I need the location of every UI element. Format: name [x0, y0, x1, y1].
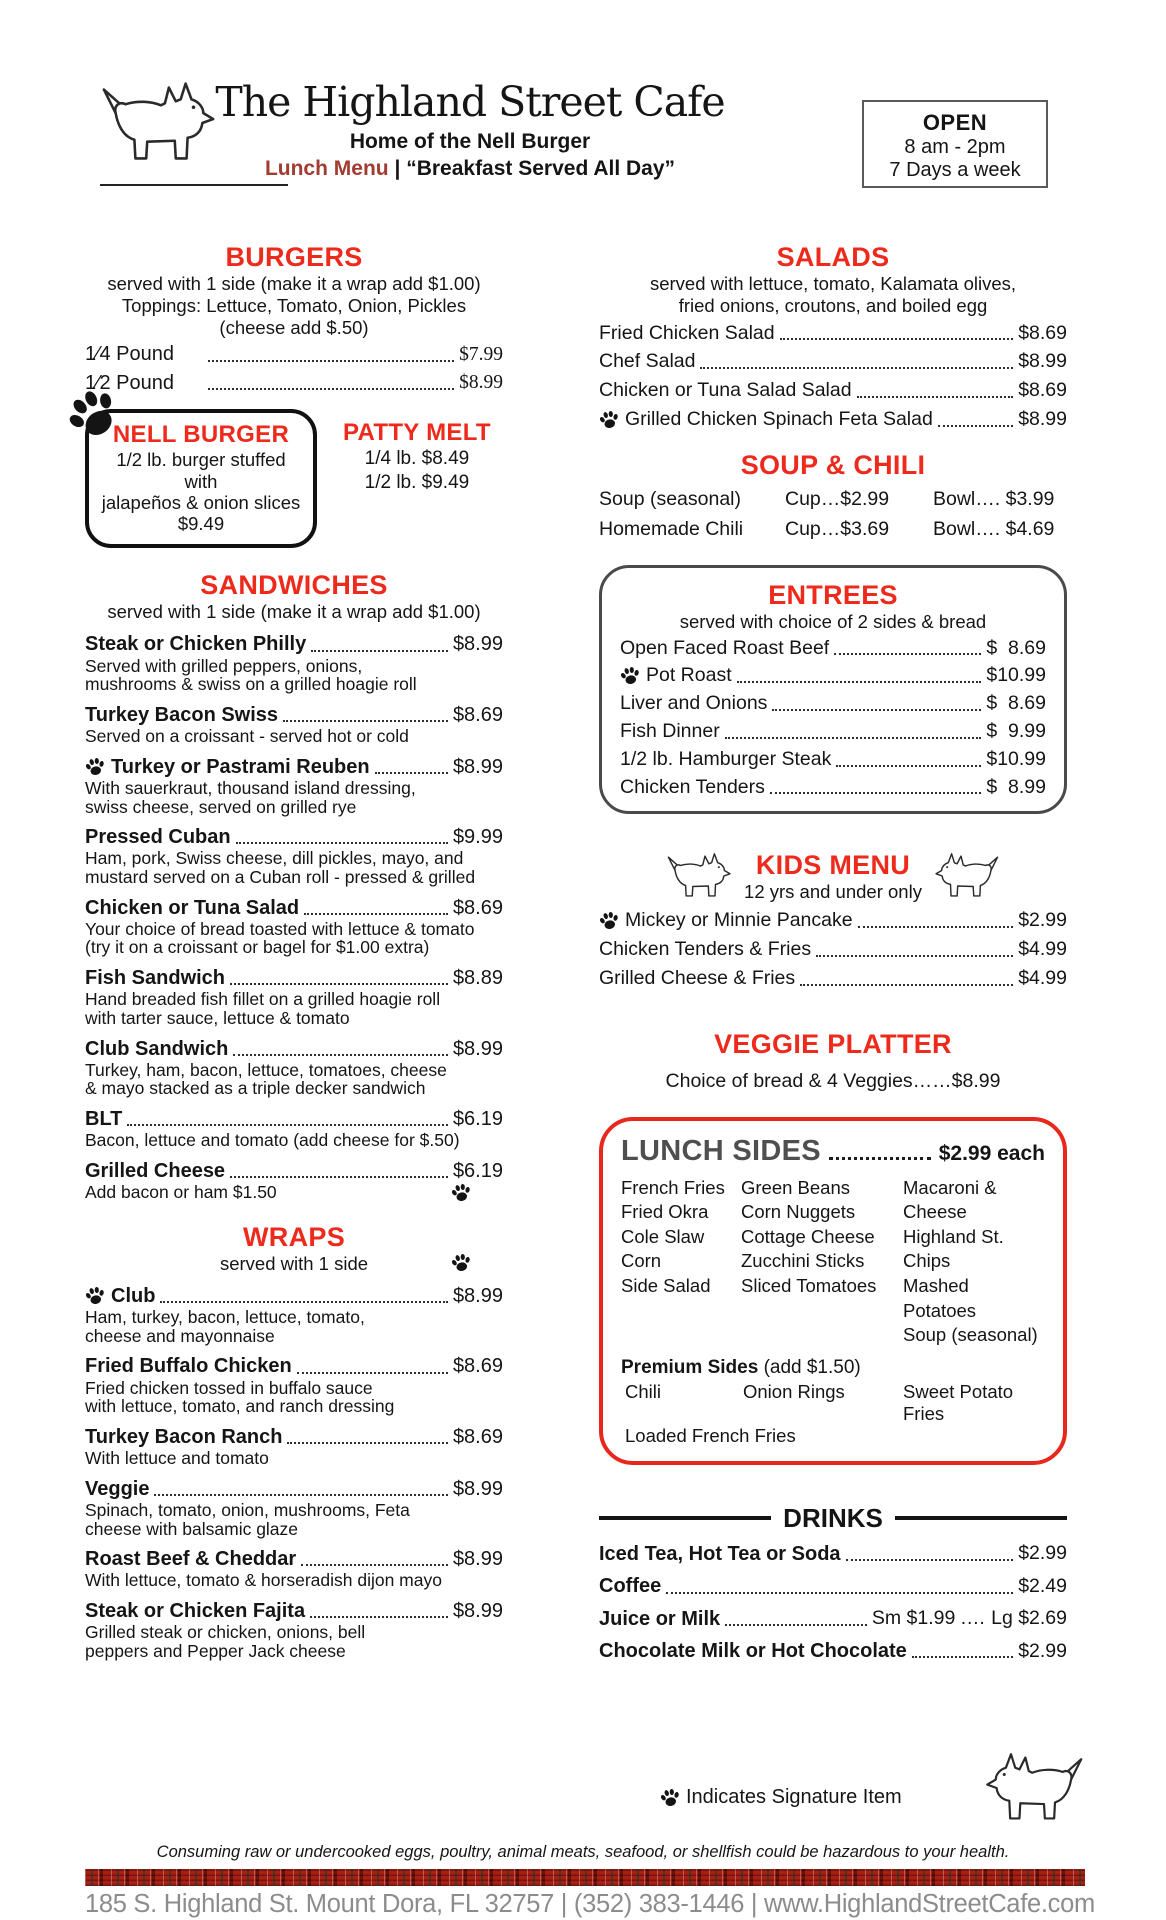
- side-item: Cottage Cheese: [741, 1225, 875, 1247]
- rule-line: [599, 1516, 771, 1520]
- open-hours-box: [862, 100, 1048, 188]
- item-name: Iced Tea, Hot Tea or Soda: [599, 1542, 841, 1565]
- item-name: Fried Buffalo Chicken: [85, 1355, 292, 1378]
- dot-leader: [834, 653, 981, 655]
- note-text: served with 1 side: [219, 1252, 369, 1274]
- item-price: $8.99: [452, 1477, 503, 1500]
- section-note: fried onions, croutons, and boiled egg: [678, 294, 988, 316]
- item-name: 1⁄2 Pound: [85, 371, 174, 394]
- patty-price: 1/4 lb. $8.49: [364, 448, 470, 470]
- item-desc: With sauerkraut, thousand island dressing,: [85, 777, 416, 798]
- item-price: $8.99: [459, 372, 503, 394]
- sides-column: [903, 1176, 1045, 1348]
- item-price: $8.69: [452, 703, 503, 726]
- menu-item: [85, 632, 503, 693]
- premium-sides-row: [621, 1381, 1045, 1425]
- side-item: Chili: [625, 1380, 661, 1402]
- menu-item: [85, 1037, 503, 1098]
- item-price: $4.99: [1018, 966, 1067, 989]
- side-item: Mashed Potatoes: [903, 1275, 977, 1321]
- nell-patty-row: [85, 409, 503, 548]
- cup-price: Cup…$2.99: [785, 487, 890, 510]
- nell-burger-title: NELL BURGER: [112, 421, 290, 449]
- section-title: VEGGIE PLATTER: [714, 1028, 952, 1059]
- item-price: $8.69: [452, 1425, 503, 1448]
- dot-leader: [666, 1592, 1013, 1594]
- item-price: $2.49: [1018, 1574, 1067, 1597]
- scottie-dog-icon: [664, 848, 736, 904]
- menu-row: [599, 518, 1067, 541]
- item-name: Chicken or Tuna Salad Salad: [599, 379, 852, 402]
- kids-menu-header: [599, 848, 1067, 904]
- dot-leader: [297, 1372, 448, 1374]
- signature-item-note: [660, 1786, 902, 1809]
- item-desc: Turkey, ham, bacon, lettuce, tomatoes, cheese: [85, 1059, 447, 1080]
- section-wraps: [85, 1222, 503, 1661]
- item-desc: With lettuce, tomato & horseradish dijon mayo: [85, 1570, 442, 1591]
- section-title: KIDS MENU: [755, 849, 911, 880]
- signature-note-text: Indicates Signature Item: [686, 1786, 902, 1808]
- section-note: served with lettuce, tomato, Kalamata olives,: [649, 273, 1017, 294]
- section-note: 12 yrs and under only: [744, 880, 922, 902]
- item-desc: [85, 1183, 503, 1202]
- section-title: BURGERS: [225, 242, 363, 272]
- section-title: SANDWICHES: [200, 570, 388, 601]
- item-price: $10.99: [986, 664, 1046, 687]
- menu-row: [599, 408, 1067, 432]
- section-note: [85, 1253, 503, 1275]
- item-desc: Spinach, tomato, onion, mushrooms, Feta: [85, 1500, 410, 1520]
- dot-leader: [737, 681, 982, 683]
- menu-row: [620, 637, 1046, 661]
- item-desc: cheese with balsamic glaze: [85, 1518, 299, 1539]
- address-line: 185 S. Highland St. Mount Dora, FL 32757 | (352) 383-1446 | www.HighlandStreetCafe.com: [85, 1890, 1095, 1918]
- item-price: $8.99: [452, 633, 503, 656]
- item-price: $10.99: [986, 747, 1046, 770]
- item-price: $8.69: [1018, 321, 1067, 344]
- item-price: $ 9.99: [986, 719, 1046, 742]
- section-soup-chili: [599, 450, 1067, 541]
- item-desc: (try it on a croissant or bagel for $1.00 extra): [85, 937, 430, 958]
- menu-item: [85, 896, 503, 957]
- sides-column: [741, 1176, 903, 1348]
- menu-row: [599, 1574, 1067, 1598]
- section-veggie-platter: [599, 1029, 1067, 1093]
- rule-line: [895, 1516, 1067, 1520]
- section-title: LUNCH SIDES: [621, 1134, 821, 1167]
- item-price: $2.99: [1018, 1542, 1067, 1565]
- separator: |: [394, 157, 401, 180]
- menu-row: [599, 1542, 1067, 1566]
- paw-icon: [597, 909, 621, 933]
- dot-leader: [846, 1559, 1014, 1561]
- dot-leader: [311, 650, 448, 652]
- dot-leader: [829, 1157, 931, 1160]
- menu-item: [85, 1107, 503, 1150]
- item-desc: cheese and mayonnaise: [85, 1325, 275, 1346]
- section-title: DRINKS: [783, 1502, 883, 1533]
- scottie-dog-icon: [930, 848, 1002, 904]
- left-column: [85, 208, 503, 1663]
- item-price: $8.69: [1018, 379, 1067, 402]
- tartan-stripe: [85, 1869, 1085, 1886]
- item-name: Turkey Bacon Ranch: [85, 1425, 283, 1448]
- item-name: Fish Dinner: [620, 719, 720, 742]
- item-name: Club: [111, 1284, 156, 1307]
- item-price: $6.19: [452, 1108, 503, 1130]
- dot-leader: [938, 425, 1013, 427]
- open-days: 7 Days a week: [889, 159, 1021, 181]
- item-price: $8.99: [1018, 350, 1067, 373]
- side-item: Macaroni & Cheese: [903, 1176, 997, 1223]
- side-item: Zucchini Sticks: [741, 1250, 865, 1272]
- item-name: Turkey or Pastrami Reuben: [111, 755, 370, 778]
- scottie-dog-icon: [978, 1738, 1088, 1838]
- item-desc: Your choice of bread toasted with lettuce & tomato: [85, 918, 475, 939]
- menu-row: [599, 488, 1067, 511]
- item-desc: with tarter sauce, lettuce & tomato: [85, 1007, 350, 1028]
- menu-row: [599, 1607, 1067, 1631]
- item-desc: Ham, turkey, bacon, lettuce, tomato,: [85, 1307, 365, 1328]
- item-desc: with lettuce, tomato, and ranch dressing: [85, 1396, 395, 1417]
- item-name: Club Sandwich: [85, 1037, 229, 1060]
- item-name: Chicken Tenders & Fries: [599, 938, 812, 961]
- item-price: $2.99: [1018, 909, 1067, 932]
- item-desc: Grilled steak or chicken, onions, bell: [85, 1622, 366, 1643]
- item-name: Open Faced Roast Beef: [620, 636, 830, 659]
- dot-leader: [912, 1656, 1013, 1658]
- section-drinks: [599, 1503, 1067, 1664]
- nell-price: $9.49: [177, 513, 225, 535]
- item-name: 1⁄4 Pound: [85, 343, 174, 366]
- item-price: Sm $1.99 .… Lg $2.69: [871, 1607, 1067, 1630]
- section-note: served with choice of 2 sides & bread: [679, 610, 987, 632]
- side-item: Fried Okra: [621, 1201, 709, 1223]
- paw-icon: [597, 408, 621, 432]
- dot-leader: [287, 1442, 447, 1444]
- item-name: Pot Roast: [646, 664, 732, 687]
- side-item: Side Salad: [621, 1275, 711, 1297]
- open-hours: 8 am - 2pm: [904, 136, 1006, 158]
- item-name: Liver and Onions: [620, 692, 768, 715]
- menu-row: [599, 909, 1067, 933]
- menu-row: [620, 776, 1046, 800]
- bowl-price: Bowl…. $4.69: [933, 517, 1055, 540]
- drinks-header: [599, 1503, 1067, 1534]
- side-item: Green Beans: [741, 1176, 851, 1198]
- premium-sides-note: (add $1.50): [763, 1356, 861, 1378]
- nell-desc: jalapeños & onion slices: [101, 491, 301, 513]
- menu-row: [620, 692, 1046, 716]
- menu-row: [599, 1639, 1067, 1663]
- item-desc: Hand breaded fish fillet on a grilled hoagie roll: [85, 989, 441, 1010]
- right-column: [599, 208, 1067, 1663]
- dot-leader: [160, 1301, 448, 1303]
- menu-row: [85, 371, 503, 395]
- item-price: $8.99: [1018, 408, 1067, 430]
- section-sandwiches: [85, 570, 503, 1202]
- page-title: The Highland Street Cafe: [215, 78, 725, 126]
- menu-row: [599, 379, 1067, 403]
- dot-leader: [816, 955, 1013, 957]
- dot-leader: [208, 388, 454, 390]
- patty-melt-block: [343, 409, 491, 495]
- side-item: Loaded French Fries: [625, 1424, 796, 1446]
- side-item: Highland St. Chips: [903, 1225, 1004, 1272]
- item-price: $ 8.99: [986, 775, 1046, 798]
- side-item: Cole Slaw: [621, 1225, 705, 1247]
- subtitle: Home of the Nell Burger: [349, 130, 591, 153]
- paw-icon: [658, 1786, 682, 1810]
- menu-row: [620, 664, 1046, 688]
- menu-item: [85, 966, 503, 1027]
- item-name: Fried Chicken Salad: [599, 321, 775, 344]
- item-price: $8.99: [452, 1284, 503, 1307]
- item-name: Veggie: [85, 1477, 150, 1500]
- item-desc: peppers and Pepper Jack cheese: [85, 1640, 346, 1661]
- dot-leader: [208, 360, 454, 362]
- dot-leader: [375, 772, 448, 774]
- item-name: Fish Sandwich: [85, 967, 226, 990]
- item-price: $8.99: [452, 1548, 503, 1571]
- menu-item: [85, 1284, 503, 1345]
- section-title: SALADS: [776, 242, 890, 272]
- section-lunch-sides-box: [599, 1117, 1067, 1465]
- dot-leader: [858, 926, 1014, 928]
- dot-leader: [236, 842, 448, 844]
- ground-line: [100, 184, 288, 186]
- premium-sides-label: Premium Sides: [621, 1356, 759, 1378]
- paw-icon: [618, 664, 642, 688]
- open-label: OPEN: [922, 110, 988, 135]
- menu-row: [620, 748, 1046, 772]
- item-desc: Served on a croissant - served hot or cold: [85, 726, 409, 747]
- lunch-sides-header: [621, 1135, 1045, 1168]
- paw-icon: [83, 1284, 107, 1308]
- dot-leader: [283, 720, 448, 722]
- dot-leader: [800, 984, 1013, 986]
- menu-item: [85, 1547, 503, 1590]
- menu-row: [599, 322, 1067, 346]
- lunch-menu-label: Lunch Menu: [264, 157, 389, 180]
- item-desc: Fried chicken tossed in buffalo sauce: [85, 1377, 373, 1398]
- nell-desc: 1/2 lb. burger stuffed with: [116, 449, 286, 492]
- menu-tagline-line: [190, 157, 750, 181]
- item-desc: Bacon, lettuce and tomato (add cheese for $.50): [85, 1130, 460, 1151]
- dot-leader: [725, 737, 982, 739]
- menu-row: [85, 342, 503, 366]
- dot-leader: [154, 1494, 447, 1496]
- paw-icon: [449, 1181, 473, 1205]
- dot-leader: [700, 367, 1013, 369]
- menu-item: [85, 703, 503, 746]
- item-name: Roast Beef & Cheddar: [85, 1548, 297, 1571]
- section-entrees-box: [599, 565, 1067, 815]
- menu-row: [599, 350, 1067, 374]
- menu-item: [85, 1477, 503, 1538]
- section-title: WRAPS: [243, 1221, 345, 1252]
- dot-leader: [304, 913, 448, 915]
- menu-row: [599, 938, 1067, 962]
- dot-leader: [233, 1054, 448, 1056]
- patty-melt-title: PATTY MELT: [343, 419, 491, 447]
- sides-column: [621, 1176, 741, 1348]
- dot-leader: [772, 709, 981, 711]
- item-name: 1/2 lb. Hamburger Steak: [620, 747, 832, 770]
- health-disclaimer: Consuming raw or undercooked eggs, poultry, animal meats, seafood, or shellfish could be hazardous to your health.: [156, 1843, 1010, 1861]
- item-desc: mustard served on a Cuban roll - pressed & grilled: [85, 867, 476, 887]
- item-desc: & mayo stacked as a triple decker sandwich: [85, 1078, 426, 1099]
- side-item: Corn Nuggets: [741, 1201, 856, 1223]
- item-desc: Served with grilled peppers, onions,: [85, 655, 363, 676]
- section-salads: [599, 242, 1067, 432]
- breakfast-tagline: “Breakfast Served All Day”: [406, 157, 676, 180]
- section-kids-menu: [599, 848, 1067, 990]
- menu-item: [85, 825, 503, 886]
- dot-leader: [127, 1124, 448, 1126]
- item-price: $7.99: [459, 344, 503, 366]
- dot-leader: [836, 765, 981, 767]
- side-item: Corn: [621, 1250, 662, 1272]
- dot-leader: [857, 396, 1014, 398]
- menu-columns: [0, 208, 1166, 1663]
- item-price: $8.99: [452, 1600, 503, 1623]
- dot-leader: [770, 792, 981, 794]
- item-desc-text: Add bacon or ham $1.50: [85, 1182, 277, 1203]
- item-name: Juice or Milk: [599, 1607, 721, 1630]
- item-price: $6.19: [452, 1159, 503, 1182]
- title-block: [190, 78, 750, 181]
- side-item: French Fries: [621, 1176, 725, 1198]
- dot-leader: [780, 338, 1014, 340]
- paw-icon: [449, 1251, 473, 1275]
- item-price: $9.99: [452, 826, 503, 849]
- item-desc: Ham, pork, Swiss cheese, dill pickles, mayo, and: [85, 848, 464, 869]
- dot-leader: [310, 1616, 448, 1618]
- side-item: Soup (seasonal): [903, 1324, 1038, 1346]
- item-name: Steak or Chicken Fajita: [85, 1600, 306, 1623]
- item-name: Grilled Chicken Spinach Feta Salad: [625, 408, 933, 430]
- section-burgers: [85, 242, 503, 395]
- menu-item: [85, 1159, 503, 1202]
- section-title: SOUP & CHILI: [740, 449, 926, 480]
- section-note: Toppings: Lettuce, Tomato, Onion, Pickles: [121, 294, 467, 316]
- item-name: BLT: [85, 1108, 123, 1130]
- dot-leader: [230, 983, 448, 985]
- item-price: $ 8.69: [986, 692, 1046, 715]
- item-name: Chef Salad: [599, 350, 696, 373]
- section-title: ENTREES: [768, 579, 898, 610]
- item-name: Steak or Chicken Philly: [85, 633, 307, 656]
- item-name: Homemade Chili: [599, 517, 744, 540]
- section-note: (cheese add $.50): [219, 316, 369, 338]
- menu-item: [85, 755, 503, 816]
- bowl-price: Bowl…. $3.99: [933, 487, 1055, 510]
- item-desc: With lettuce and tomato: [85, 1448, 269, 1469]
- section-note: served with 1 side (make it a wrap add $1.00): [107, 601, 481, 623]
- item-name: Chicken Tenders: [620, 775, 765, 798]
- item-price: $8.89: [452, 967, 503, 990]
- item-price: $8.69: [452, 896, 503, 919]
- menu-row: [620, 720, 1046, 744]
- item-name: Pressed Cuban: [85, 826, 231, 849]
- cup-price: Cup…$3.69: [785, 517, 890, 540]
- side-item: Sliced Tomatoes: [741, 1275, 877, 1297]
- item-name: Soup (seasonal): [599, 487, 742, 510]
- header: [0, 0, 1166, 208]
- sides-price: $2.99 each: [938, 1141, 1045, 1165]
- premium-sides-label-row: [621, 1357, 1045, 1379]
- side-item: Sweet Potato Fries: [903, 1380, 1014, 1424]
- side-item: Onion Rings: [743, 1380, 845, 1402]
- item-price: $8.99: [452, 1037, 503, 1060]
- item-name: Grilled Cheese & Fries: [599, 966, 796, 989]
- dot-leader: [301, 1564, 448, 1566]
- menu-item: [85, 1599, 503, 1660]
- patty-price: 1/2 lb. $9.49: [364, 472, 470, 494]
- item-desc: swiss cheese, served on grilled rye: [85, 796, 357, 817]
- item-name: Coffee: [599, 1575, 662, 1598]
- item-price: $8.69: [452, 1355, 503, 1378]
- section-note: served with 1 side (make it a wrap add $1.00): [107, 273, 481, 294]
- menu-item: [85, 1354, 503, 1415]
- item-name: Turkey Bacon Swiss: [85, 703, 279, 726]
- item-name: Chicken or Tuna Salad: [85, 896, 300, 919]
- item-price: $4.99: [1018, 938, 1067, 961]
- veggie-platter-line: Choice of bread & 4 Veggies……$8.99: [665, 1069, 1001, 1092]
- item-desc: mushrooms & swiss on a grilled hoagie roll: [85, 674, 417, 695]
- dot-leader: [725, 1624, 867, 1626]
- sides-grid: [621, 1176, 1045, 1348]
- dot-leader: [230, 1176, 448, 1178]
- item-price: $2.99: [1018, 1639, 1067, 1662]
- nell-burger-box: [85, 409, 317, 548]
- item-name: Mickey or Minnie Pancake: [625, 909, 853, 932]
- menu-row: [599, 967, 1067, 991]
- item-price: $8.99: [452, 755, 503, 778]
- menu-item: [85, 1425, 503, 1468]
- item-name: Chocolate Milk or Hot Chocolate: [599, 1639, 907, 1662]
- item-price: $ 8.69: [986, 636, 1046, 659]
- item-name: Grilled Cheese: [85, 1159, 226, 1182]
- paw-icon: [83, 755, 107, 779]
